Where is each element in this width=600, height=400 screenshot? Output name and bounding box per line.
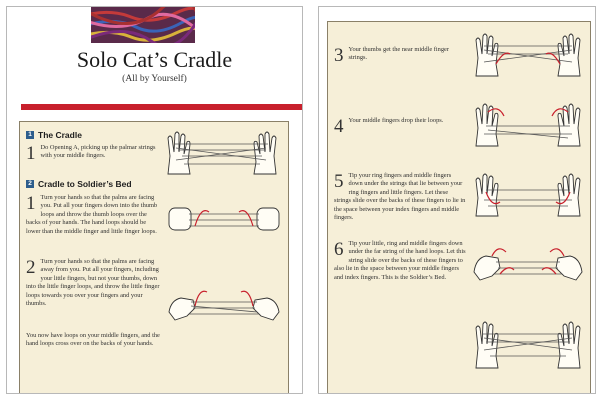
section-badge: 1 <box>26 131 34 139</box>
page-title: Solo Cat’s Cradle <box>76 47 233 72</box>
section-badge: 2 <box>26 180 34 188</box>
step-text: Tip your ring fingers and middle fingers down under the strings that lie between your ring fingers and little fingers. Let these strings slide over the backs of these fingers to lie in the space between your index fingers and middle fingers. <box>334 172 466 222</box>
step-number: 5 <box>334 171 344 192</box>
left-page <box>6 6 303 394</box>
hands-string-figure-icon <box>162 128 282 176</box>
step-text: Turn your hands so that the palms are facing you. Put all your fingers down into the thumb loops and throw the thumb loops over the backs of your hands. The hand loops should be lower than the middle finger and little finger loops. <box>26 194 158 235</box>
step-text: Your thumbs get the near middle finger strings. <box>348 46 450 62</box>
yarn-photo <box>91 7 195 43</box>
step-number: 3 <box>334 45 344 66</box>
step6-figure-icon <box>470 244 586 284</box>
step-note <box>26 332 161 349</box>
step-text: Do Opening A, picking up the palmar strings with your middle fingers. <box>40 144 156 160</box>
step-number: 6 <box>334 239 344 260</box>
step-5 <box>334 172 466 222</box>
step-text: Turn your hands so that the palms are facing away from you. Put all your fingers, including your little fingers, but not your thumbs, down into the little finger loops, and throw the little finger loops towards you over your fingers and your thumbs. <box>26 258 160 308</box>
step-1b <box>26 194 161 236</box>
step4-figure-icon <box>470 102 586 148</box>
section-heading-cradle <box>26 130 82 140</box>
step-number: 2 <box>26 257 36 278</box>
step-text: You now have loops on your middle fingers, and the hand loops cross over on the backs of your hands. <box>26 332 160 348</box>
step-number: 1 <box>26 143 36 164</box>
step-number: 4 <box>334 116 344 137</box>
section-title: Cradle to Soldier’s Bed <box>38 179 132 189</box>
step-3 <box>334 46 466 64</box>
soldiers-bed-figure-icon <box>470 318 586 370</box>
step5-figure-icon <box>470 172 586 218</box>
section-heading-soldiers-bed <box>26 179 132 189</box>
step-6 <box>334 240 466 282</box>
fists-arrows-figure-icon <box>165 198 283 238</box>
step-text: Your middle fingers drop their loops. <box>348 117 444 124</box>
instruction-panel-right <box>327 21 591 394</box>
step-text: Tip your little, ring and middle fingers down under the far string of the hand loops. Let this string slide over the backs of these fingers to also lie in the space between your middle fingers and index fingers. This is the Soldier’s Bed. <box>334 240 466 281</box>
hands-away-figure-icon <box>165 282 283 326</box>
step3-figure-icon <box>470 32 586 78</box>
right-page <box>318 6 596 394</box>
step-4 <box>334 117 466 135</box>
page-subtitle: (All by Yourself) <box>122 74 187 84</box>
instruction-panel-left <box>19 121 289 394</box>
book-gutter <box>306 0 314 400</box>
step-1a <box>26 144 156 162</box>
red-divider <box>21 104 302 110</box>
section-title: The Cradle <box>38 130 82 140</box>
step-2 <box>26 258 161 308</box>
step-number: 1 <box>26 193 36 214</box>
